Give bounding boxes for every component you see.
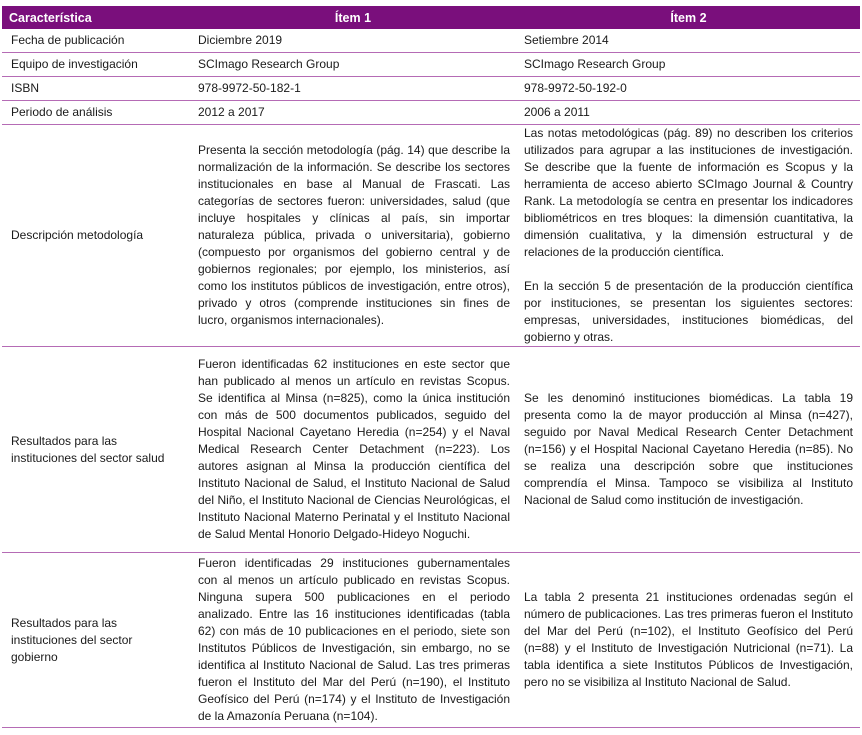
row-label: Resultados para las instituciones del sector salud bbox=[2, 347, 189, 553]
table-row bbox=[2, 29, 860, 53]
item2-paragraph: En la sección 5 de presentación de la producción científica por instituciones, se presentan los siguientes sectores: empresas, universidades, instituciones biomédicas, del gobierno y otras. bbox=[524, 279, 853, 344]
item1-cell: 978-9972-50-182-1 bbox=[189, 77, 517, 101]
item1-cell: Fueron identificadas 62 instituciones en este sector que han publicado al menos un artículo en revistas Scopus. Se identifica al Minsa (n=825), como la única institución con más de 500 documentos publicados, seguido del Hospital Nacional Cayetano Heredia (n=254) y el Naval Medical Research Center Detachment (n=223). Los autores asignan al Minsa la producción científica del Instituto Nacional de Salud, el Instituto Nacional de Salud del Niño, el Instituto Nacional de Ciencias Neurológicas, el Instituto Nacional Materno Perinatal y el Instituto Nacional de Salud Mental Honorio Delgado-Hideyo Noguchi. bbox=[189, 347, 517, 553]
header-item-1: Ítem 1 bbox=[189, 6, 517, 29]
table-row bbox=[2, 53, 860, 77]
row-label: Periodo de análisis bbox=[2, 101, 189, 125]
row-label: Fecha de publicación bbox=[2, 29, 189, 53]
row-label: Equipo de investigación bbox=[2, 53, 189, 77]
item2-cell: Se les denominó instituciones biomédicas. La tabla 19 presenta como la de mayor producción al Minsa (n=427), seguido por Naval Medical Research Center Detachment (n=156) y el Hospital Nacional Cayetano Heredia (n=85). No se realiza una descripción sobre que instituciones comprendía el Minsa. Tampoco se visibiliza al Instituto Nacional de Salud como institución de investigación. bbox=[517, 347, 860, 553]
item2-cell: 978-9972-50-192-0 bbox=[517, 77, 860, 101]
table-header-row bbox=[2, 6, 860, 29]
table-row bbox=[2, 101, 860, 125]
item1-cell: Fueron identificadas 29 instituciones gubernamentales con al menos un artículo publicado en revistas Scopus. Ninguna supera 500 publicaciones en el periodo analizado. Entre las 16 instituciones identificadas (tabla 62) con más de 10 publicaciones en el periodo, siete son Institutos Públicos de Investigación, sin embargo, no se identifica al Instituto Nacional de Salud. Las tres primeras fueron el Instituto del Mar del Perú (n=190), el Instituto Geofísico del Perú (n=174) y el Instituto de Investigación de la Amazonía Peruana (n=104). bbox=[189, 553, 517, 728]
item1-cell: Presenta la sección metodología (pág. 14) que describe la normalización de la información. Se describe los sectores institucionales en base al Manual de Frascati. Las categorías de sectores fueron: universidades, salud (que incluye hospitales y clínicas al país, sin importar naturaleza pública, privada o universitaria), gobierno (compuesto por organismos del gobierno central y de gobiernos regionales; por ejemplo, los ministerios, así como los institutos públicos de investigación, entre otros), privado y otros (comprende instituciones sin fines de lucro, organismos internacionales). bbox=[189, 125, 517, 347]
header-item-2: Ítem 2 bbox=[517, 6, 860, 29]
row-label: ISBN bbox=[2, 77, 189, 101]
table-row bbox=[2, 125, 860, 347]
comparison-table bbox=[2, 6, 860, 728]
item2-cell: SCImago Research Group bbox=[517, 53, 860, 77]
item1-cell: 2012 a 2017 bbox=[189, 101, 517, 125]
row-label: Resultados para las instituciones del sector gobierno bbox=[2, 553, 189, 728]
item1-cell: SCImago Research Group bbox=[189, 53, 517, 77]
row-label: Descripción metodología bbox=[2, 125, 189, 347]
item2-paragraph: Las notas metodológicas (pág. 89) no describen los criterios utilizados para agrupar a las instituciones de investigación. Se describe que la fuente de información es Scopus y la herramienta de acceso abierto SCImago Journal & Country Rank. La metodología se centra en presentar los indicadores bibliométricos en tres bloques: la dimensión cuantitativa, la dimensión cualitativa, y la dimensión estructural y de relaciones de la producción científica. bbox=[524, 126, 853, 259]
table-row bbox=[2, 347, 860, 553]
item2-cell: Setiembre 2014 bbox=[517, 29, 860, 53]
item2-cell: 2006 a 2011 bbox=[517, 101, 860, 125]
table-row bbox=[2, 553, 860, 728]
item2-cell bbox=[517, 125, 860, 347]
table-row bbox=[2, 77, 860, 101]
header-caracteristica: Característica bbox=[2, 6, 189, 29]
item2-cell: La tabla 2 presenta 21 instituciones ordenadas según el número de publicaciones. Las tres primeras fueron el Instituto del Mar del Perú (n=102), el Instituto Geofísico del Perú (n=88) y el Instituto de Investigación Nutricional (n=71). La tabla identifica a siete Institutos Públicos de Investigación, pero no se visibiliza al Instituto Nacional de Salud. bbox=[517, 553, 860, 728]
item1-cell: Diciembre 2019 bbox=[189, 29, 517, 53]
